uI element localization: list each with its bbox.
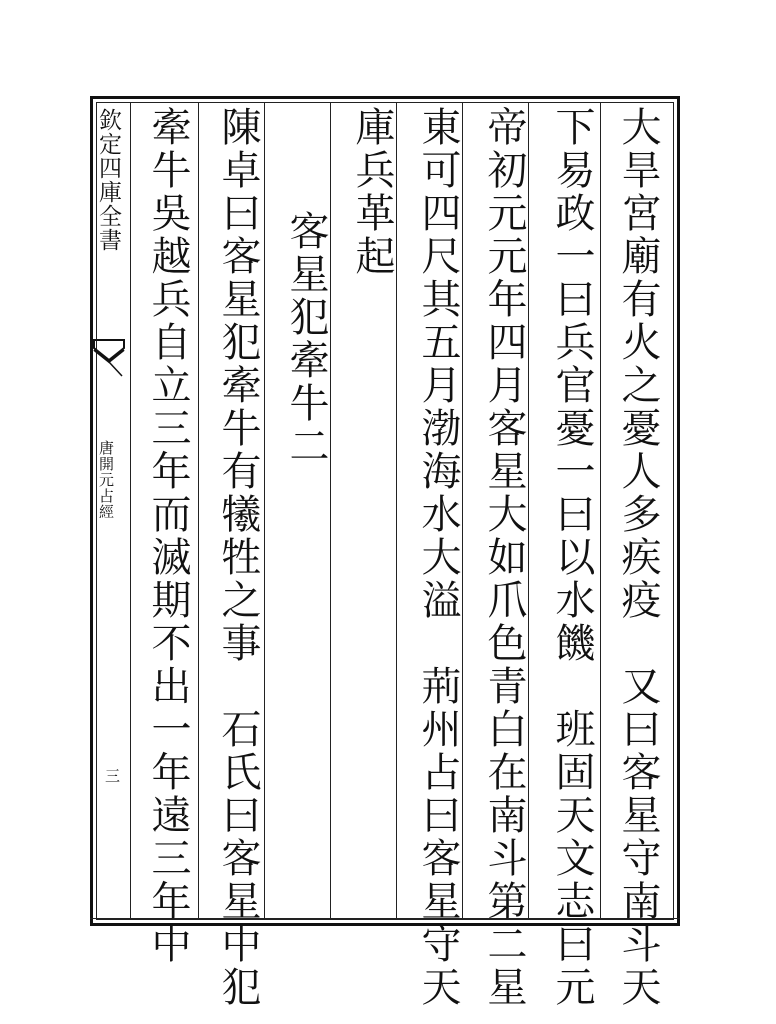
- text-column-5: 庫兵革起: [349, 106, 395, 278]
- text-column-3: 帝初元元年四月客星大如爪色青白在南斗第二星: [481, 106, 527, 1009]
- column-divider: [198, 102, 199, 920]
- text-column-2: 下易政一曰兵官憂一曰以水饑 班固天文志曰元: [549, 106, 595, 1009]
- section-heading: 客星犯牽牛二: [283, 210, 329, 468]
- column-divider: [600, 102, 601, 920]
- column-divider: [264, 102, 265, 920]
- text-column-4: 東可四尺其五月渤海水大溢 荊州占曰客星守天: [415, 106, 461, 1009]
- text-column-1: 大旱宮廟有火之憂人多疾疫 又曰客星守南斗天: [615, 106, 661, 1009]
- page-number: 三: [103, 768, 121, 783]
- column-divider: [130, 102, 131, 920]
- text-column-7: 陳卓曰客星犯牽牛有犧牲之事 石氏曰客星中犯: [215, 106, 261, 1009]
- book-title: 欽定四庫全書: [95, 108, 121, 252]
- text-column-8: 牽牛吳越兵自立三年而滅期不出一年遠三年中: [145, 106, 191, 966]
- section-title: 唐開元占經: [97, 440, 115, 520]
- fishtail-ornament-icon: [92, 338, 126, 378]
